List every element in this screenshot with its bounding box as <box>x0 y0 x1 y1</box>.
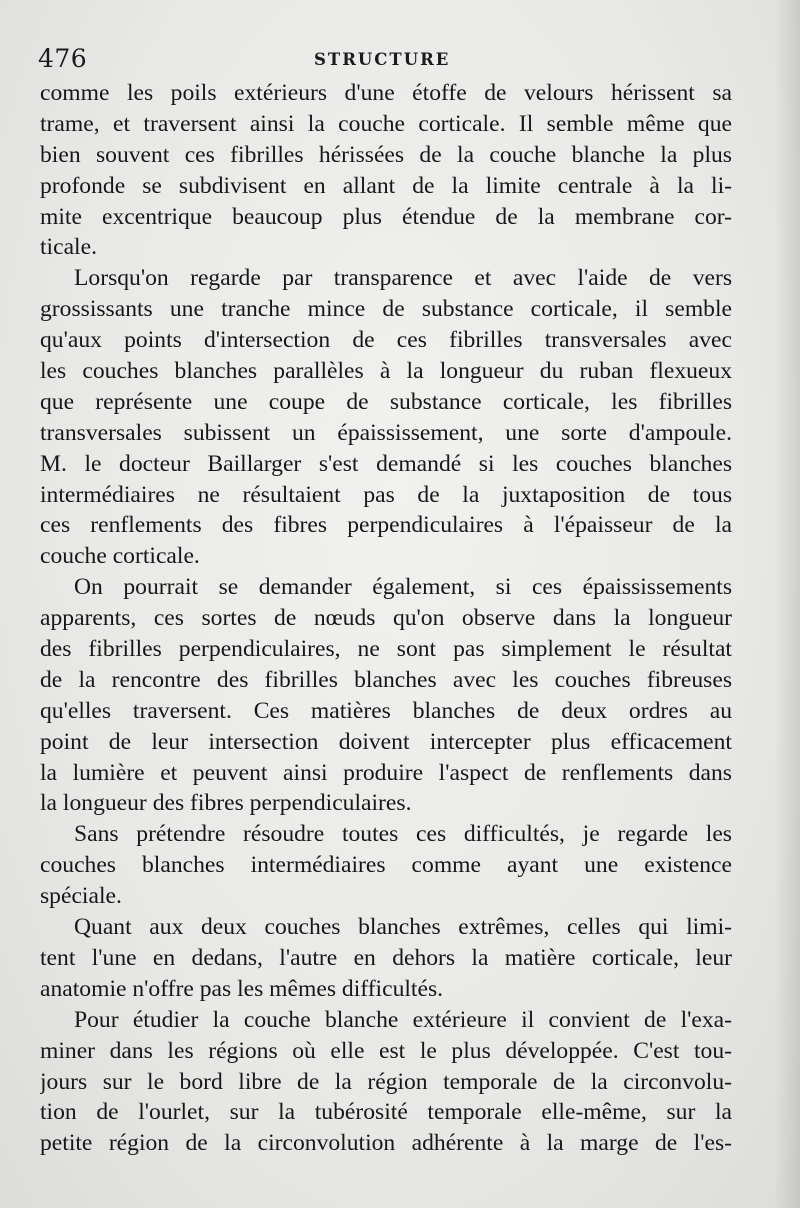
text-line: grossissants une tranche mince de substance corticale, il semble <box>40 296 732 323</box>
text-line: trame, et traversent ainsi la couche corticale. Il semble même que <box>40 110 732 137</box>
text-line: apparents, ces sortes de nœuds qu'on observe dans la longueur <box>40 605 732 632</box>
text-line: de la rencontre des fibrilles blanches avec les couches fibreuses <box>40 666 732 693</box>
page-header <box>38 44 738 78</box>
text-line: des fibrilles perpendiculaires, ne sont pas simplement le résultat <box>40 636 732 663</box>
page-edge-shadow <box>774 0 800 1208</box>
text-line: comme les poils extérieurs d'une étoffe de velours hérissent sa <box>40 80 732 106</box>
body-text <box>40 78 732 1159</box>
text-line: qu'elles traversent. Ces matières blanches de deux ordres au <box>40 697 732 724</box>
text-line: les couches blanches parallèles à la longueur du ruban flexueux <box>40 358 732 385</box>
text-line: Lorsqu'on regarde par transparence et avec l'aide de vers <box>74 265 732 292</box>
text-line: anatomie n'offre pas les mêmes difficultés. <box>40 975 444 1002</box>
text-line: couches blanches intermédiaires comme ayant une existence <box>40 852 732 879</box>
text-line: ces renflements des fibres perpendiculaires à l'épaisseur de la <box>40 512 732 539</box>
text-line: On pourrait se demander également, si ces épaississements <box>74 574 732 601</box>
text-line: que représente une coupe de substance corticale, les fibrilles <box>40 388 732 415</box>
text-line: tion de l'ourlet, sur la tubérosité temporale elle-même, sur la <box>40 1099 732 1126</box>
page-number: 476 <box>38 44 88 73</box>
text-line: tent l'une en dedans, l'autre en dehors la matière corticale, leur <box>40 944 732 971</box>
text-line: couche corticale. <box>40 543 200 570</box>
text-line: intermédiaires ne résultaient pas de la juxtaposition de tous <box>40 481 732 508</box>
text-line: la longueur des fibres perpendiculaires. <box>40 790 412 817</box>
text-line: Pour étudier la couche blanche extérieure il convient de l'exa- <box>74 1006 732 1033</box>
text-line: Sans prétendre résoudre toutes ces difficultés, je regarde les <box>74 821 732 848</box>
text-line: spéciale. <box>40 883 122 910</box>
text-line: point de leur intersection doivent intercepter plus efficacement <box>40 728 732 755</box>
text-line: ticale. <box>40 234 97 261</box>
text-line: M. le docteur Baillarger s'est demandé si les couches blanches <box>40 450 732 477</box>
text-line: petite région de la circonvolution adhérente à la marge de l'es- <box>40 1130 732 1157</box>
text-line: miner dans les régions où elle est le plus développée. C'est tou- <box>40 1037 732 1064</box>
text-line: qu'aux points d'intersection de ces fibrilles transversales avec <box>40 327 732 354</box>
text-line: mite excentrique beaucoup plus étendue de la membrane cor- <box>40 203 732 230</box>
text-line: bien souvent ces fibrilles hérissées de la couche blanche la plus <box>40 141 732 168</box>
text-line: la lumière et peuvent ainsi produire l'aspect de renflements dans <box>40 759 732 786</box>
text-line: transversales subissent un épaississement, une sorte d'ampoule. <box>40 419 732 446</box>
text-line: Quant aux deux couches blanches extrêmes, celles qui limi- <box>74 914 732 941</box>
running-head: STRUCTURE <box>314 50 451 69</box>
text-line: profonde se subdivisent en allant de la limite centrale à la li- <box>40 172 732 199</box>
text-line: jours sur le bord libre de la région temporale de la circonvolu- <box>40 1068 732 1095</box>
